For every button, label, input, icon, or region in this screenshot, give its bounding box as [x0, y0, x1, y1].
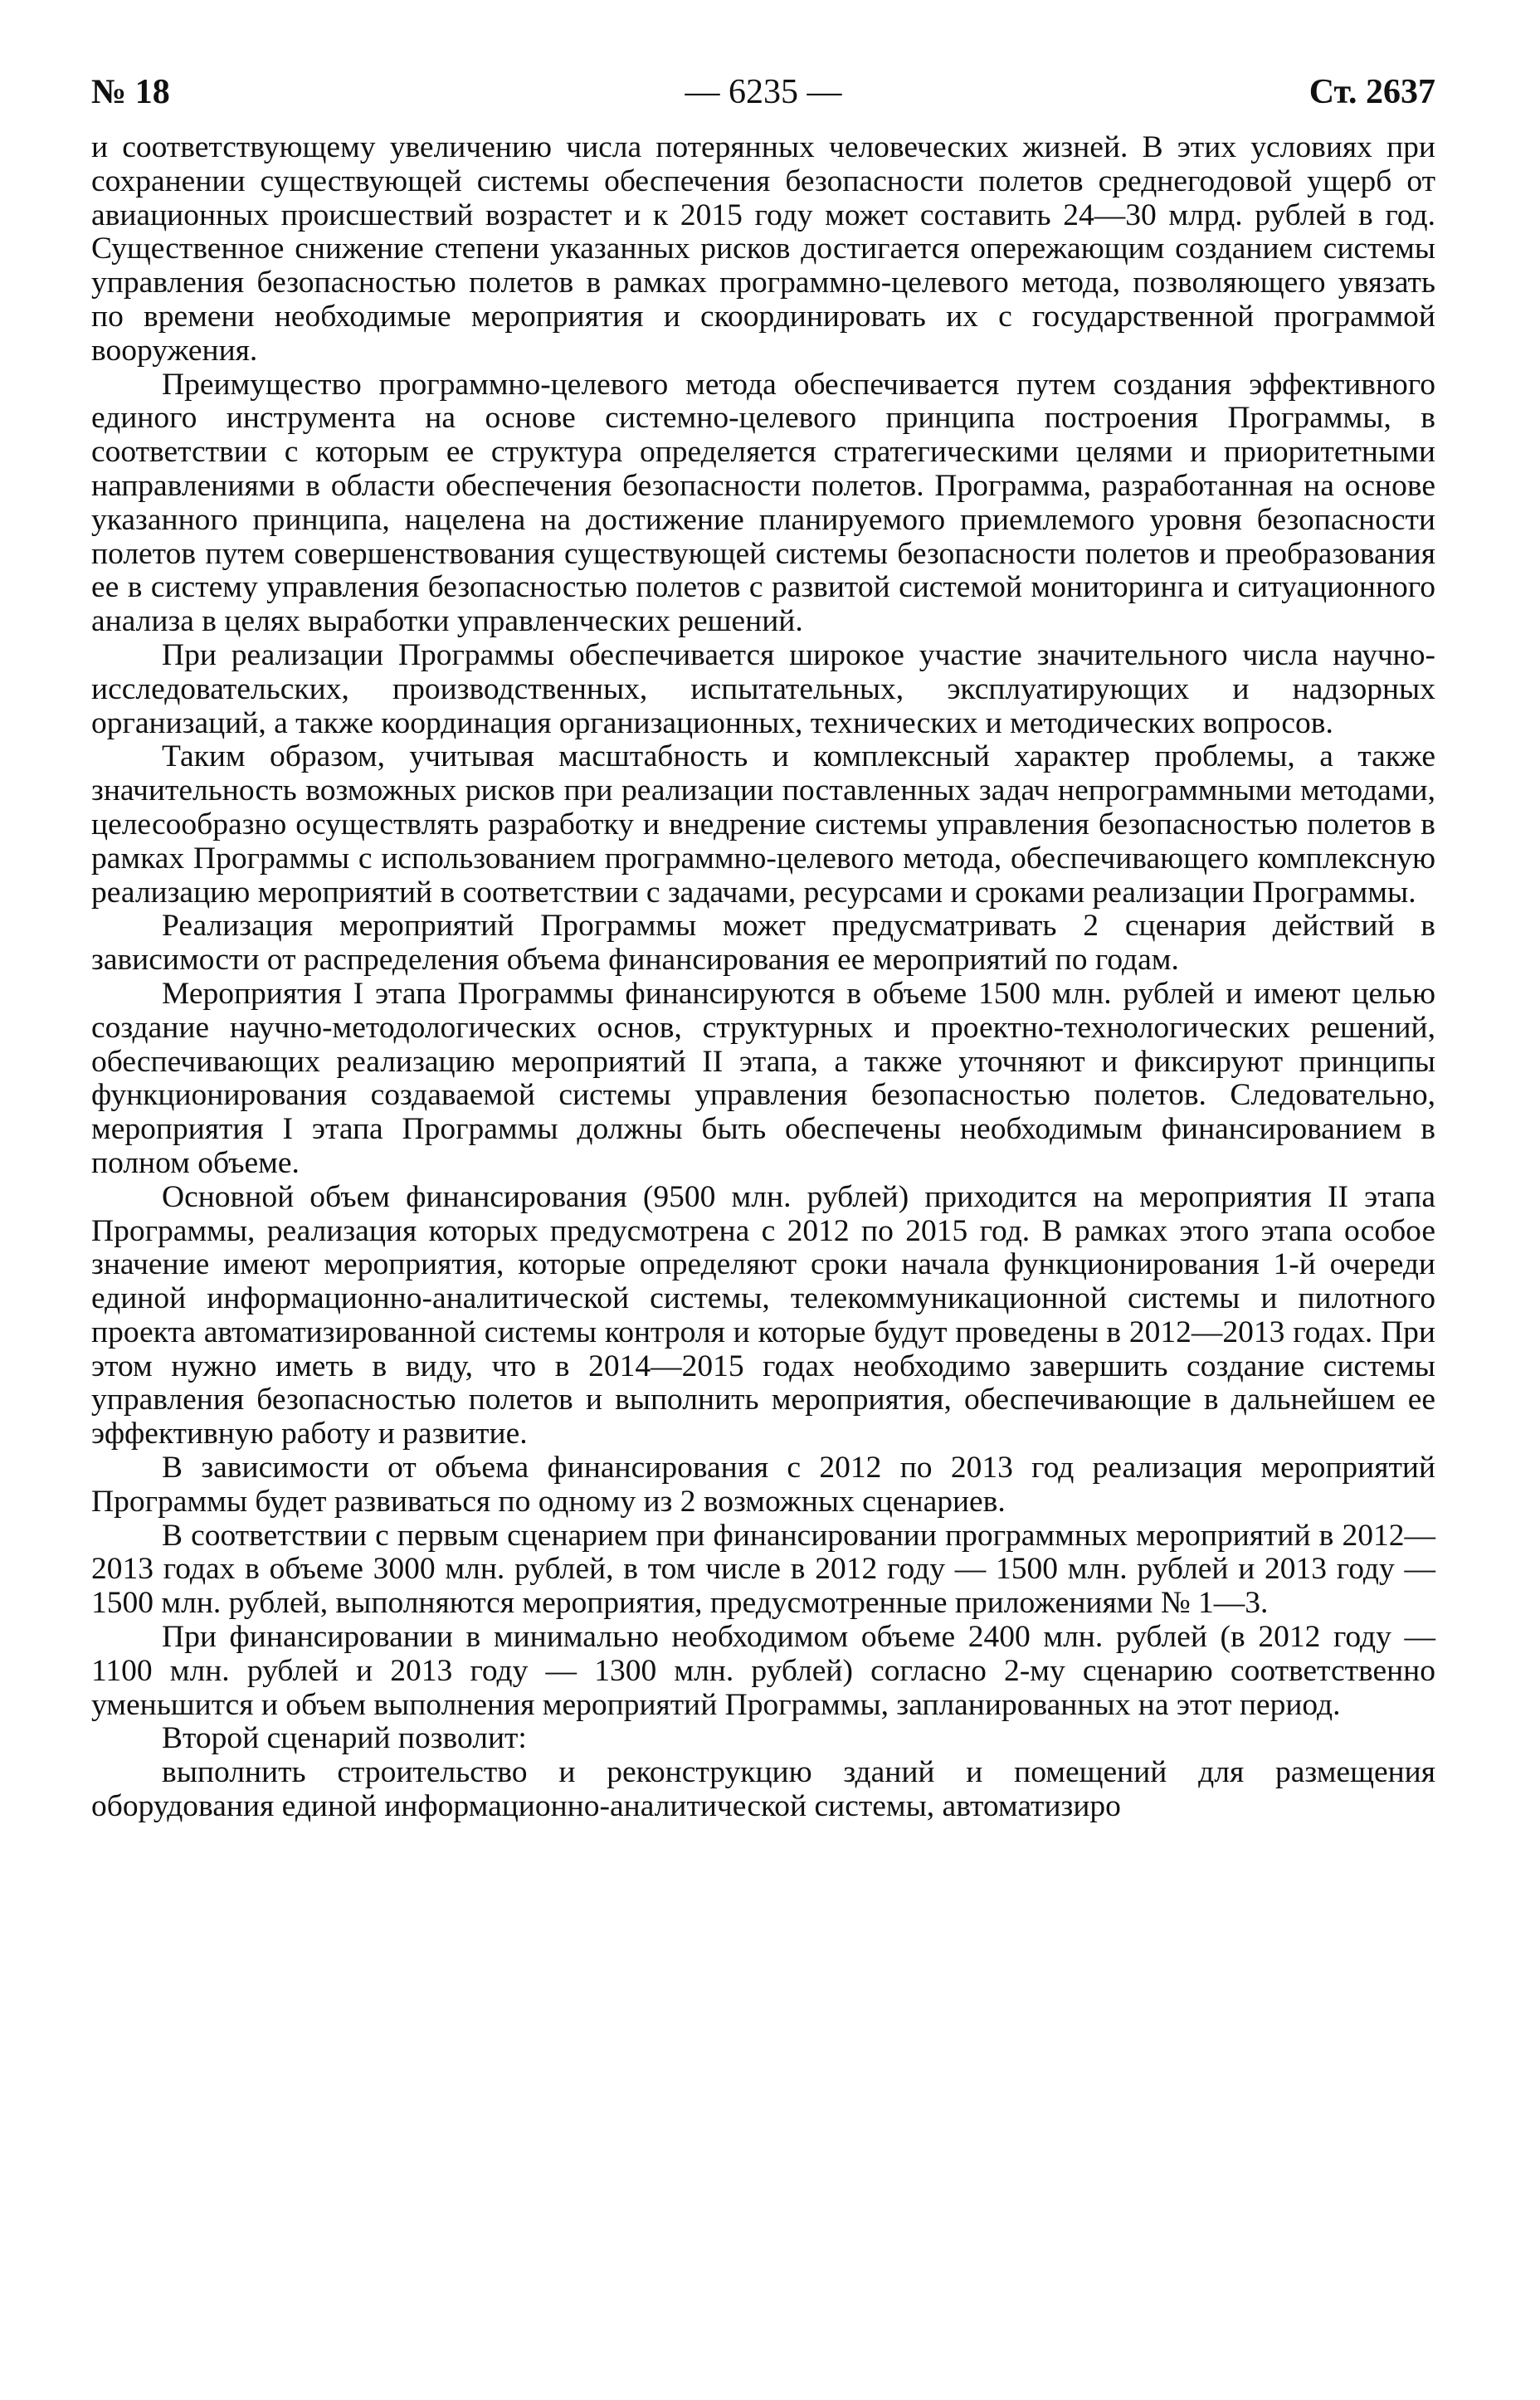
paragraph: Таким образом, учитывая масштабность и комплексный характер проблемы, а также значительность возможных рисков при реализации поставленных задач непрограммными методами, целесообразно осуществлять разработку и внедрение системы управления безопасностью полетов в рамках Программы с использованием программно-целевого метода, обеспечивающего комплексную реализацию мероприятий в соответствии с задачами, ресурсами и сроками реализации Программы. — [91, 739, 1435, 910]
page-header — [91, 65, 1435, 120]
paragraph: В соответствии с первым сценарием при финансировании программных мероприятий в 2012—2013 годах в объеме 3000 млн. рублей, в том числе в 2012 году — 1500 млн. рублей и 2013 году — 1500 млн. рублей, выполняются мероприятия, предусмотренные приложениями № 1—3. — [91, 1518, 1435, 1621]
paragraph: Второй сценарий позволит: — [162, 1721, 527, 1756]
paragraph: Мероприятия I этапа Программы финансируются в объеме 1500 млн. рублей и имеют целью создание научно-методологических основ, структурных и проектно-технологических решений, обеспечивающих реализацию мероприятий II этапа, а также уточняют и фиксируют принципы функционирования создаваемой системы управления безопасностью полетов. Следовательно, мероприятия I этапа Программы должны быть обеспечены необходимым финансированием в полном объеме. — [91, 976, 1435, 1180]
document-page — [91, 65, 1435, 1824]
paragraph-continuation: и соответствующему увеличению числа потерянных человеческих жизней. В этих условиях при сохранении существующей системы обеспечения безопасности полетов среднегодовой ущерб от авиационных происшествий возрастет и к 2015 году может составить 24—30 млрд. рублей в год. Существенное снижение степени указанных рисков достигается опережающим созданием системы управления безопасностью полетов в рамках программно-целевого метода, позволяющего увязать по времени необходимые мероприятия и скоординировать их с государственной программой вооружения. — [91, 130, 1435, 368]
paragraph: Реализация мероприятий Программы может предусматривать 2 сценария действий в зависимости от распределения объема финансирования ее мероприятий по годам. — [91, 909, 1435, 978]
document-body — [91, 131, 1435, 1824]
paragraph: В зависимости от объема финансирования с 2012 по 2013 год реализация мероприятий Программы будет развиваться по одному из 2 возможных сценариев. — [91, 1451, 1435, 1519]
issue-number: № 18 — [91, 73, 170, 111]
paragraph: При реализации Программы обеспечивается широкое участие значительного числа научно-исследовательских, производственных, испытательных, эксплуатирующих и надзорных организаций, а также координация организационных, технических и методических вопросов. — [91, 637, 1435, 740]
paragraph-list-item: выполнить строительство и реконструкцию зданий и помещений для размещения оборудования единой информационно-аналитической системы, автоматизиро — [91, 1755, 1435, 1824]
paragraph: Основной объем финансирования (9500 млн. рублей) приходится на мероприятия II этапа Программы, реализация которых предусмотрена с 2012 по 2015 год. В рамках этого этапа особое значение имеют мероприятия, которые определяют сроки начала функционирования 1-й очереди единой информационно-аналитической системы, телекоммуникационной системы и пилотного проекта автоматизированной системы контроля и которые будут проведены в 2012—2013 годах. При этом нужно иметь в виду, что в 2014—2015 годах необходимо завершить создание системы управления безопасностью полетов и выполнить мероприятия, обеспечивающие в дальнейшем ее эффективную работу и развитие. — [91, 1179, 1435, 1451]
article-number: Ст. 2637 — [1309, 73, 1435, 111]
paragraph: При финансировании в минимально необходимом объеме 2400 млн. рублей (в 2012 году — 1100 млн. рублей и 2013 году — 1300 млн. рублей) согласно 2-му сценарию соответственно уменьшится и объем выполнения мероприятий Программы, запланированных на этот период. — [91, 1620, 1435, 1722]
paragraph: Преимущество программно-целевого метода обеспечивается путем создания эффективного единого инструмента на основе системно-целевого принципа построения Программы, в соответствии с которым ее структура определяется стратегическими целями и приоритетными направлениями в области обеспечения безопасности полетов. Программа, разработанная на основе указанного принципа, нацелена на достижение планируемого приемлемого уровня безопасности полетов путем совершенствования существующей системы безопасности полетов и преобразования ее в систему управления безопасностью полетов с развитой системой мониторинга и ситуационного анализа в целях выработки управленческих решений. — [91, 367, 1435, 639]
page-number: — 6235 — — [685, 73, 842, 111]
